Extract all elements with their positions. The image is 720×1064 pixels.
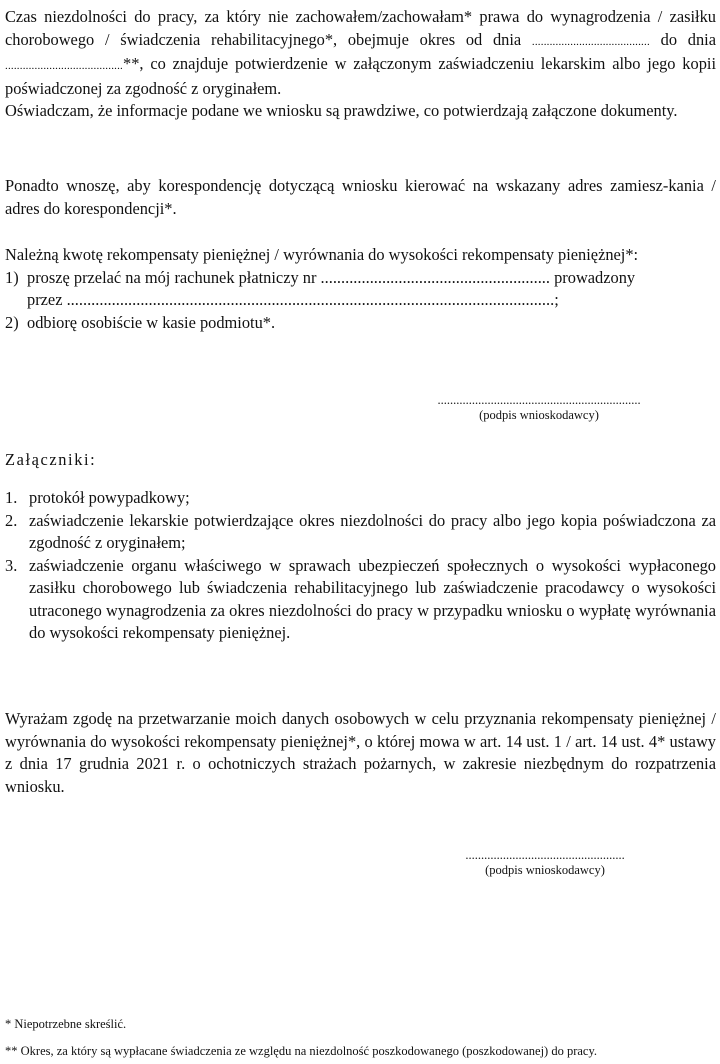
period-from-field[interactable]: ........................................	[531, 35, 650, 48]
payment-option-transfer[interactable]	[5, 267, 716, 290]
list-item	[5, 487, 716, 510]
data-processing-consent	[5, 708, 716, 798]
consent-text: Wyrażam zgodę na przetwarzanie moich danych osobowych w celu przyznania rekompensaty pieniężnej / wyrównania do wysokości rekompensaty pieniężnej*, o której mowa w art. 14 ust. 1 / art. 14 ust. 4* ustawy z dnia 17 grudnia 2021 r. o ochotniczych strażach pożarnych, w zakresie niezbędnym do rozpatrzenia wniosku.	[5, 709, 716, 796]
incapacity-period-paragraph	[5, 6, 716, 100]
payment-option-number: 2)	[5, 312, 19, 332]
list-item-text: zaświadczenie lekarskie potwierdzające okres niezdolności do pracy albo jego kopia poświadczona za zgodność z oryginałem;	[29, 510, 716, 552]
incapacity-period-text: Czas niezdolności do pracy, za który nie zachowałem/zachowałam* prawa do wynagrodzenia / zasiłku chorobowego / świadczenia rehabilitacyjnego*, obejmuje okres od dnia	[5, 7, 716, 49]
period-to-label: do dnia	[649, 29, 716, 49]
signature-caption: (podpis wnioskodawcy)	[485, 863, 605, 877]
signature-line: .................................................................	[437, 393, 641, 407]
period-to-field[interactable]: ........................................	[5, 60, 123, 72]
footnote-benefit-period: ** Okres, za który są wypłacane świadczenia ze względu na niezdolność poszkodowanego (poszkodowanej) do pracy.	[5, 1044, 598, 1058]
payment-option-number: 1)	[5, 267, 19, 287]
list-item-text: zaświadczenie organu właściwego w sprawach ubezpieczeń społecznych o wysokości wypłaconego zasiłku chorobowego lub świadczenia rehabilitacyjnego lub zaświadczenie pracodawcy o wysokości utraconego wynagrodzenia za okres niezdolności do pracy w przypadku wniosku o wypłatę wyrównania do wysokości rekompensaty pieniężnej.	[29, 555, 716, 642]
list-item-number: 3.	[5, 555, 18, 575]
applicant-signature-2[interactable]	[405, 848, 685, 878]
payment-option-transfer-text: proszę przelać na mój rachunek płatniczy nr ........................................................ prowadzony	[27, 267, 636, 287]
applicant-signature-1[interactable]	[399, 393, 679, 423]
payment-method-section	[5, 244, 716, 334]
list-item	[5, 510, 716, 555]
attachments-list	[5, 487, 716, 645]
signature-caption: (podpis wnioskodawcy)	[479, 408, 599, 422]
signature-line: ...................................................	[465, 848, 625, 862]
list-item	[5, 555, 716, 645]
payment-option-cash-text: odbiorę osobiście w kasie podmiotu*.	[27, 312, 276, 332]
list-item-text: protokół powypadkowy;	[29, 488, 190, 507]
list-item-number: 1.	[5, 488, 18, 507]
list-item-number: 2.	[5, 510, 18, 530]
bank-name-field[interactable]: przez .......................................................................................................................;	[27, 290, 559, 309]
correspondence-address-statement	[5, 175, 716, 220]
payment-intro: Należną kwotę rekompensaty pieniężnej / wyrównania do wysokości rekompensaty pieniężnej*:	[5, 245, 639, 264]
attachments-heading: Załączniki:	[5, 450, 97, 469]
incapacity-confirmation-text: **, co znajduje potwierdzenie w załączonym zaświadczeniu lekarskim albo jego kopii poświadczonej za zgodność z oryginałem.	[5, 54, 716, 98]
correspondence-address-text: Ponadto wnoszę, aby korespondencję dotyczącą wniosku kierować na wskazany adres zamiesz-kania / adres do korespondencji*.	[5, 176, 716, 218]
payment-option-cash[interactable]	[5, 312, 716, 335]
incapacity-period-statement	[5, 6, 716, 123]
truthfulness-declaration: Oświadczam, że informacje podane we wniosku są prawdziwe, co potwierdzają załączone dokumenty.	[5, 101, 678, 120]
footnote-strike-out: * Niepotrzebne skreślić.	[5, 1017, 127, 1031]
